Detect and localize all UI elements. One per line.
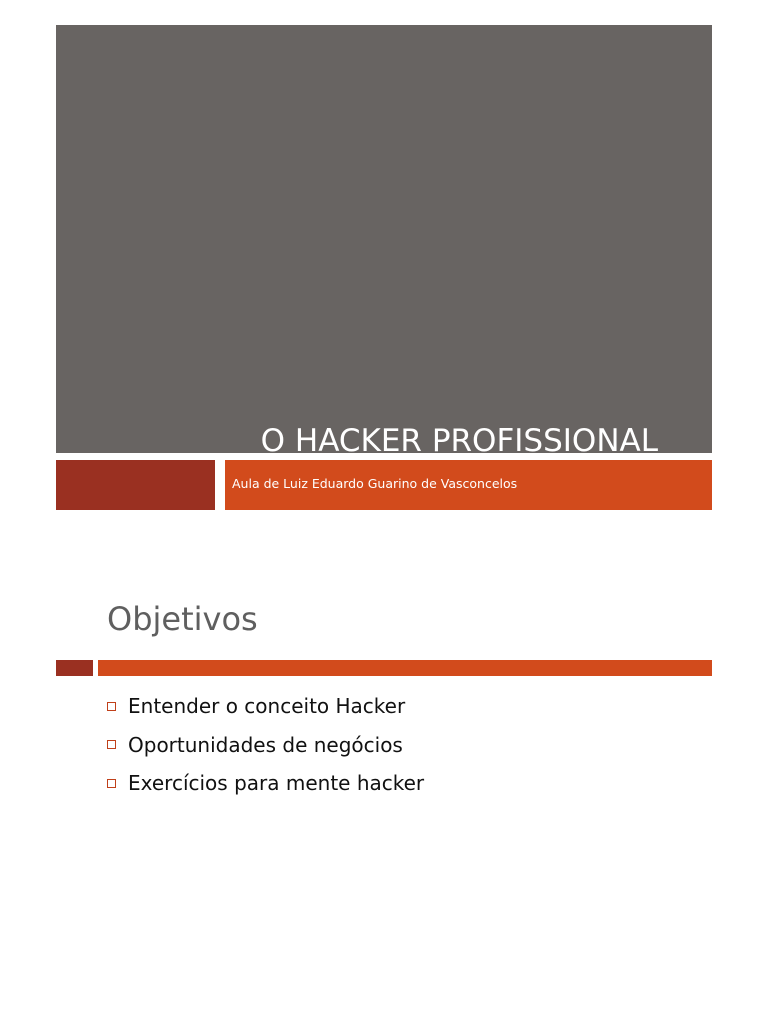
hollow-square-icon	[107, 779, 116, 788]
section-heading: Objetivos	[107, 600, 258, 638]
heading-accent-block	[56, 660, 93, 676]
title-slide-block	[56, 25, 712, 459]
list-item-text: Exercícios para mente hacker	[128, 771, 425, 796]
subtitle-bar	[225, 460, 712, 510]
heading-rule-bar	[98, 660, 712, 676]
list-item	[107, 687, 424, 726]
list-item-text: Oportunidades de negócios	[128, 732, 403, 757]
slide-title: O HACKER PROFISSIONAL	[260, 423, 658, 459]
hollow-square-icon	[107, 740, 116, 749]
list-item	[107, 764, 424, 803]
slide-subtitle: Aula de Luiz Eduardo Guarino de Vasconcelos	[232, 476, 518, 491]
hollow-square-icon	[107, 702, 116, 711]
list-item	[107, 726, 424, 765]
title-accent-block	[56, 460, 215, 510]
objectives-list	[107, 687, 424, 803]
list-item-text: Entender o conceito Hacker	[128, 694, 406, 719]
